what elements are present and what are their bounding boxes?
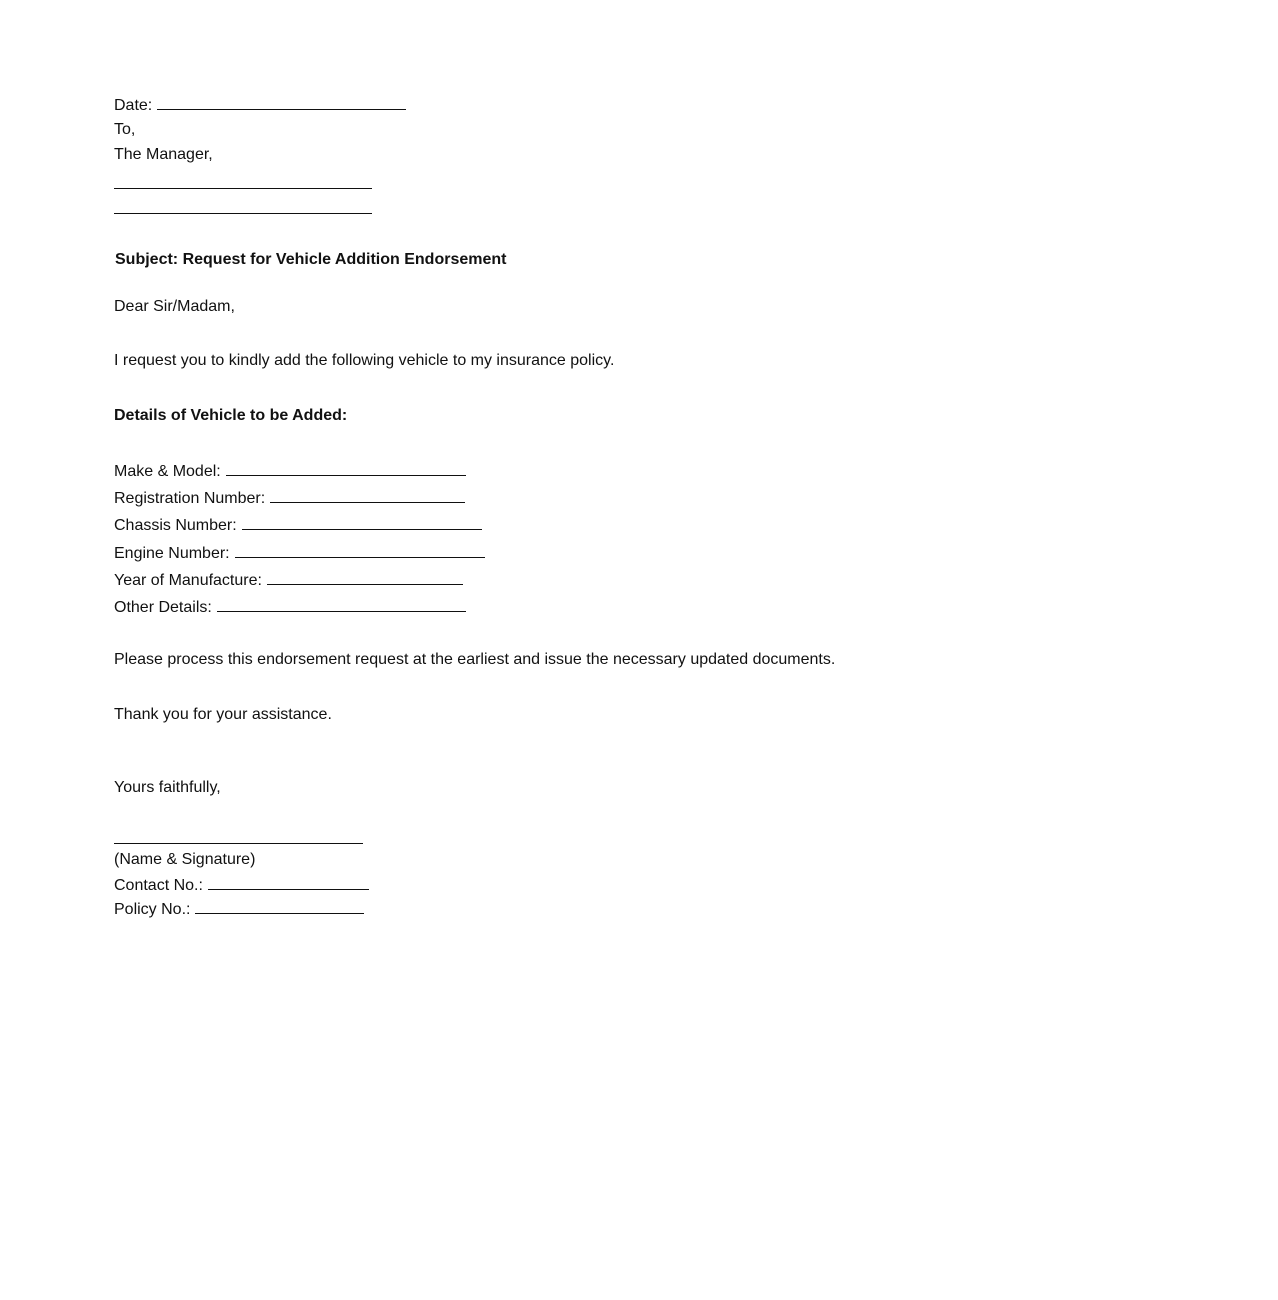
field-label: Engine Number: — [114, 545, 230, 562]
address-blank-2[interactable] — [114, 213, 372, 214]
policy-line — [114, 899, 364, 919]
field-blank[interactable] — [217, 597, 466, 612]
thanks-paragraph: Thank you for your assistance. — [114, 706, 332, 723]
field-label: Year of Manufacture: — [114, 572, 262, 589]
date-label: Date: — [114, 97, 153, 114]
details-heading: Details of Vehicle to be Added: — [114, 407, 348, 424]
field-year-of-manufacture — [114, 570, 463, 590]
field-blank[interactable] — [242, 515, 482, 530]
field-blank[interactable] — [270, 488, 465, 503]
request-paragraph: Please process this endorsement request at the earliest and issue the necessary updated documents. — [114, 651, 836, 668]
field-label: Make & Model: — [114, 463, 221, 480]
contact-line — [114, 875, 369, 895]
field-label: Other Details: — [114, 599, 212, 616]
to-line: To, — [114, 121, 136, 138]
field-label: Chassis Number: — [114, 517, 237, 534]
salutation: Dear Sir/Madam, — [114, 298, 235, 315]
policy-blank[interactable] — [195, 899, 364, 914]
field-blank[interactable] — [267, 570, 463, 585]
date-blank[interactable] — [157, 95, 406, 110]
contact-blank[interactable] — [208, 875, 369, 890]
signature-blank[interactable] — [114, 843, 363, 844]
field-registration-number — [114, 488, 465, 508]
field-blank[interactable] — [226, 461, 466, 476]
contact-label: Contact No.: — [114, 877, 203, 894]
policy-label: Policy No.: — [114, 901, 191, 918]
field-make-model — [114, 461, 466, 481]
field-other-details — [114, 597, 466, 617]
intro-paragraph: I request you to kindly add the following vehicle to my insurance policy. — [114, 352, 615, 369]
address-blank-1[interactable] — [114, 188, 372, 189]
closing: Yours faithfully, — [114, 779, 221, 796]
date-line — [114, 95, 406, 115]
subject: Subject: Request for Vehicle Addition Endorsement — [115, 251, 507, 268]
field-engine-number — [114, 543, 485, 563]
signature-caption: (Name & Signature) — [114, 851, 256, 868]
field-chassis-number — [114, 515, 482, 535]
field-blank[interactable] — [235, 543, 485, 558]
field-label: Registration Number: — [114, 490, 266, 507]
recipient-line: The Manager, — [114, 146, 213, 163]
